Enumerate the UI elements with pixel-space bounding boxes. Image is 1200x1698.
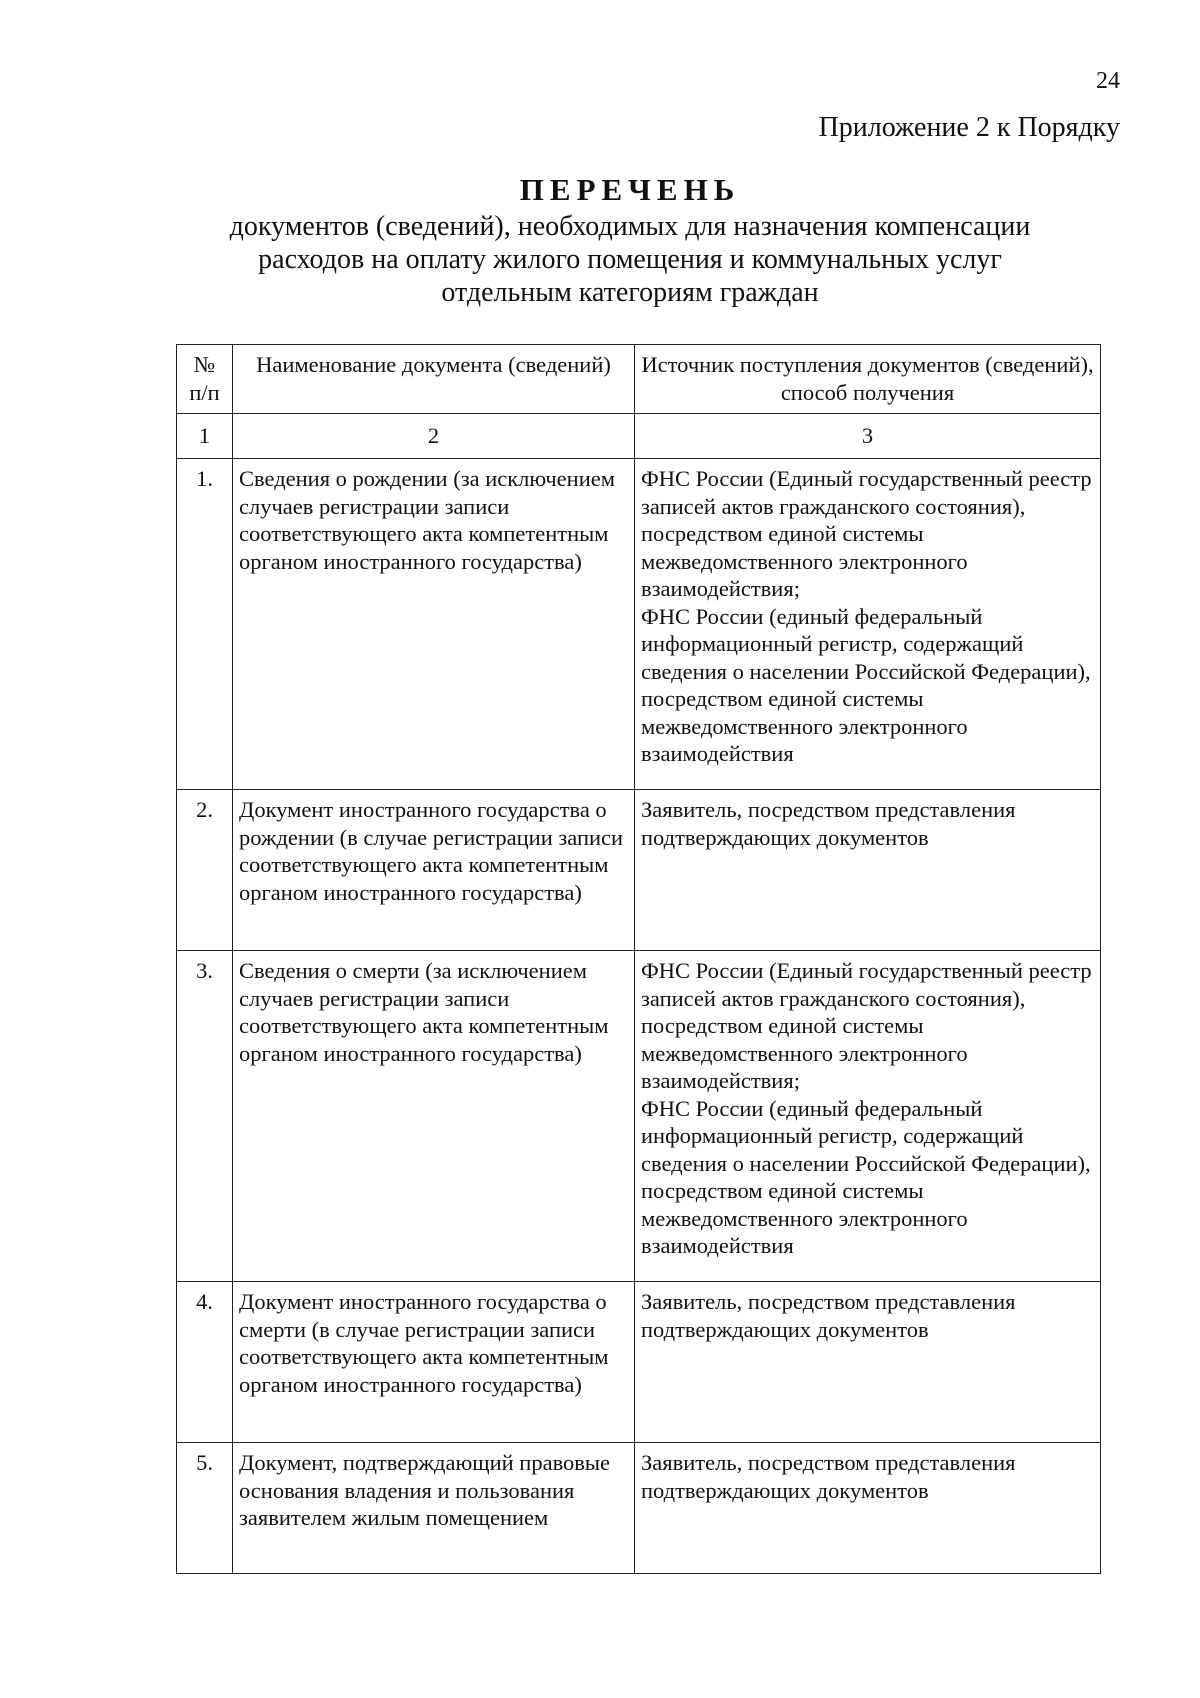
document-subtitle — [180, 210, 1080, 309]
title-block — [180, 172, 1080, 309]
document-name: Документ иностранного государства о рождении (в случае регистрации записи соответствующего акта компетентным органом иностранного государства) — [233, 790, 635, 951]
subtitle-line: отдельным категориям граждан — [441, 277, 819, 308]
row-number: 2. — [177, 790, 233, 951]
document-source: ФНС России (Единый государственный реестр записей актов гражданского состояния), посредством единой системы межведомственного электронного взаимодействия; ФНС России (единый федеральный информационный регистр, содержащий сведения о населении Российской Федерации), посредством единой системы межведомственного электронного взаимодействия — [635, 951, 1101, 1282]
documents-table — [176, 344, 1101, 1574]
header-name: Наименование документа (сведений) — [233, 345, 635, 414]
table-row — [177, 951, 1101, 1282]
document-title: ПЕРЕЧЕНЬ — [519, 172, 741, 207]
document-source: Заявитель, посредством представления подтверждающих документов — [635, 1443, 1101, 1574]
document-source: Заявитель, посредством представления подтверждающих документов — [635, 790, 1101, 951]
document-name: Документ иностранного государства о смерти (в случае регистрации записи соответствующего акта компетентным органом иностранного государства) — [233, 1282, 635, 1443]
document-name: Сведения о смерти (за исключением случаев регистрации записи соответствующего акта компетентным органом иностранного государства) — [233, 951, 635, 1282]
subtitle-line: документов (сведений), необходимых для назначения компенсации — [229, 211, 1031, 242]
document-name: Сведения о рождении (за исключением случаев регистрации записи соответствующего акта компетентным органом иностранного государства) — [233, 459, 635, 790]
column-numbers-row — [177, 414, 1101, 459]
column-number: 1 — [177, 414, 233, 459]
document-name: Документ, подтверждающий правовые основания владения и пользования заявителем жилым помещением — [233, 1443, 635, 1574]
document-source: Заявитель, посредством представления подтверждающих документов — [635, 1282, 1101, 1443]
row-number: 4. — [177, 1282, 233, 1443]
page-number: 24 — [1096, 68, 1120, 94]
document-source: ФНС России (Единый государственный реестр записей актов гражданского состояния), посредством единой системы межведомственного электронного взаимодействия; ФНС России (единый федеральный информационный регистр, содержащий сведения о населении Российской Федерации), посредством единой системы межведомственного электронного взаимодействия — [635, 459, 1101, 790]
column-number: 2 — [233, 414, 635, 459]
table-row — [177, 1443, 1101, 1574]
row-number: 3. — [177, 951, 233, 1282]
table-header-row — [177, 345, 1101, 414]
appendix-label: Приложение 2 к Порядку — [818, 112, 1120, 143]
row-number: 1. — [177, 459, 233, 790]
table-row — [177, 790, 1101, 951]
header-source: Источник поступления документов (сведений), способ получения — [635, 345, 1101, 414]
column-number: 3 — [635, 414, 1101, 459]
table-row — [177, 1282, 1101, 1443]
row-number: 5. — [177, 1443, 233, 1574]
table-row — [177, 459, 1101, 790]
header-num: № п/п — [177, 345, 233, 414]
subtitle-line: расходов на оплату жилого помещения и коммунальных услуг — [258, 244, 1002, 275]
